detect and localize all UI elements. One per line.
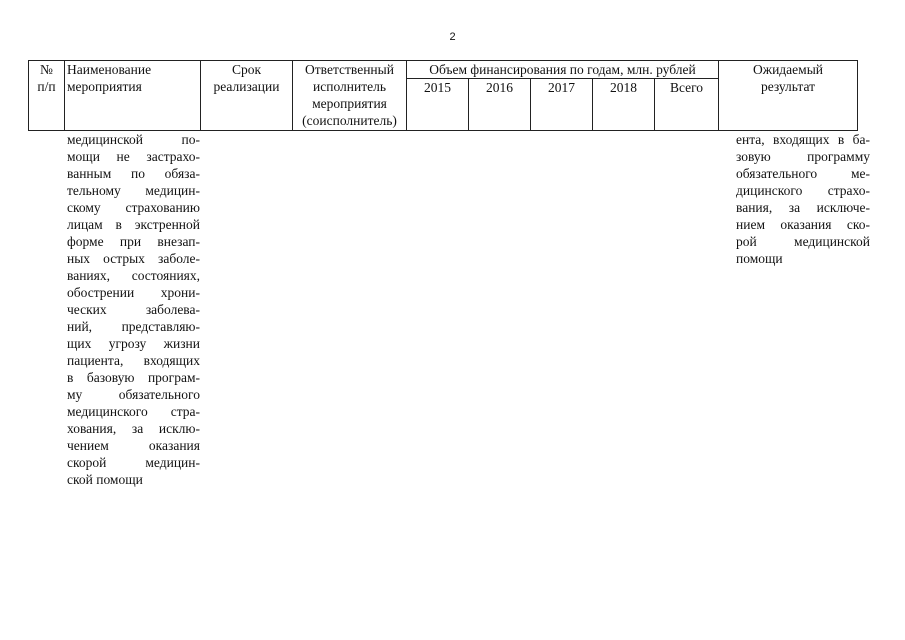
name-line: ных острых заболе- — [67, 251, 200, 266]
name-line: лицам в экстренной — [67, 217, 200, 232]
header-result-line-1: Ожидаемый — [753, 62, 823, 77]
header-number — [29, 61, 65, 131]
header-year-2015: 2015 — [407, 79, 469, 131]
name-line: скому страхованию — [67, 200, 200, 215]
header-term — [201, 61, 293, 131]
result-line: помощи — [736, 251, 783, 266]
result-line: обязательного ме- — [736, 166, 870, 181]
program-table-header — [28, 60, 858, 131]
header-executor-line-2: исполнитель — [313, 79, 386, 94]
name-line: тельному медицин- — [67, 183, 200, 198]
name-line: медицинского стра- — [67, 404, 200, 419]
header-result-line-2: результат — [760, 79, 816, 94]
name-line: щих угрозу жизни — [67, 336, 200, 351]
header-executor-line-4: (соисполнитель) — [302, 113, 397, 128]
header-name-line-1: Наименование — [67, 62, 152, 77]
name-line: мощи не застрахо- — [67, 149, 200, 164]
header-name-line-2: мероприятия — [67, 79, 142, 94]
name-line: чением оказания — [67, 438, 200, 453]
name-line: ческих заболева- — [67, 302, 200, 317]
header-executor-line-3: мероприятия — [312, 96, 387, 111]
header-year-2017: 2017 — [531, 79, 593, 131]
header-term-line-2: реализации — [213, 79, 280, 94]
header-name — [65, 61, 201, 131]
result-line: рой медицинской — [736, 234, 870, 249]
result-line: нием оказания ско- — [736, 217, 870, 232]
name-line: пациента, входящих — [67, 353, 200, 368]
result-line: ента, входящих в ба- — [736, 132, 870, 147]
name-line: ской помощи — [67, 472, 143, 487]
result-continuation-text — [736, 131, 870, 267]
header-result — [719, 61, 858, 131]
name-line: ванным по обяза- — [67, 166, 200, 181]
name-line: обострении хрони- — [67, 285, 200, 300]
name-continuation-text — [67, 131, 200, 488]
result-line: зовую программу — [736, 149, 870, 164]
name-line: в базовую програм- — [67, 370, 200, 385]
header-number-line-2: п/п — [37, 79, 56, 94]
header-year-2018: 2018 — [593, 79, 655, 131]
header-term-line-1: Срок — [231, 62, 262, 77]
header-number-line-1: № — [40, 62, 53, 77]
result-line: дицинского страхо- — [736, 183, 870, 198]
name-line: скорой медицин- — [67, 455, 200, 470]
result-line: вания, за исключе- — [736, 200, 870, 215]
header-executor-line-1: Ответственный — [305, 62, 394, 77]
header-total: Всего — [655, 79, 719, 131]
name-line: медицинской по- — [67, 132, 200, 147]
name-line: ний, представляю- — [67, 319, 200, 334]
header-financing: Объем финансирования по годам, млн. рублей — [407, 61, 719, 79]
header-year-2016: 2016 — [469, 79, 531, 131]
name-line: форме при внезап- — [67, 234, 200, 249]
name-line: му обязательного — [67, 387, 200, 402]
name-line: хования, за исклю- — [67, 421, 200, 436]
header-executor — [293, 61, 407, 131]
name-line: ваниях, состояниях, — [67, 268, 200, 283]
page-number: 2 — [449, 31, 456, 43]
